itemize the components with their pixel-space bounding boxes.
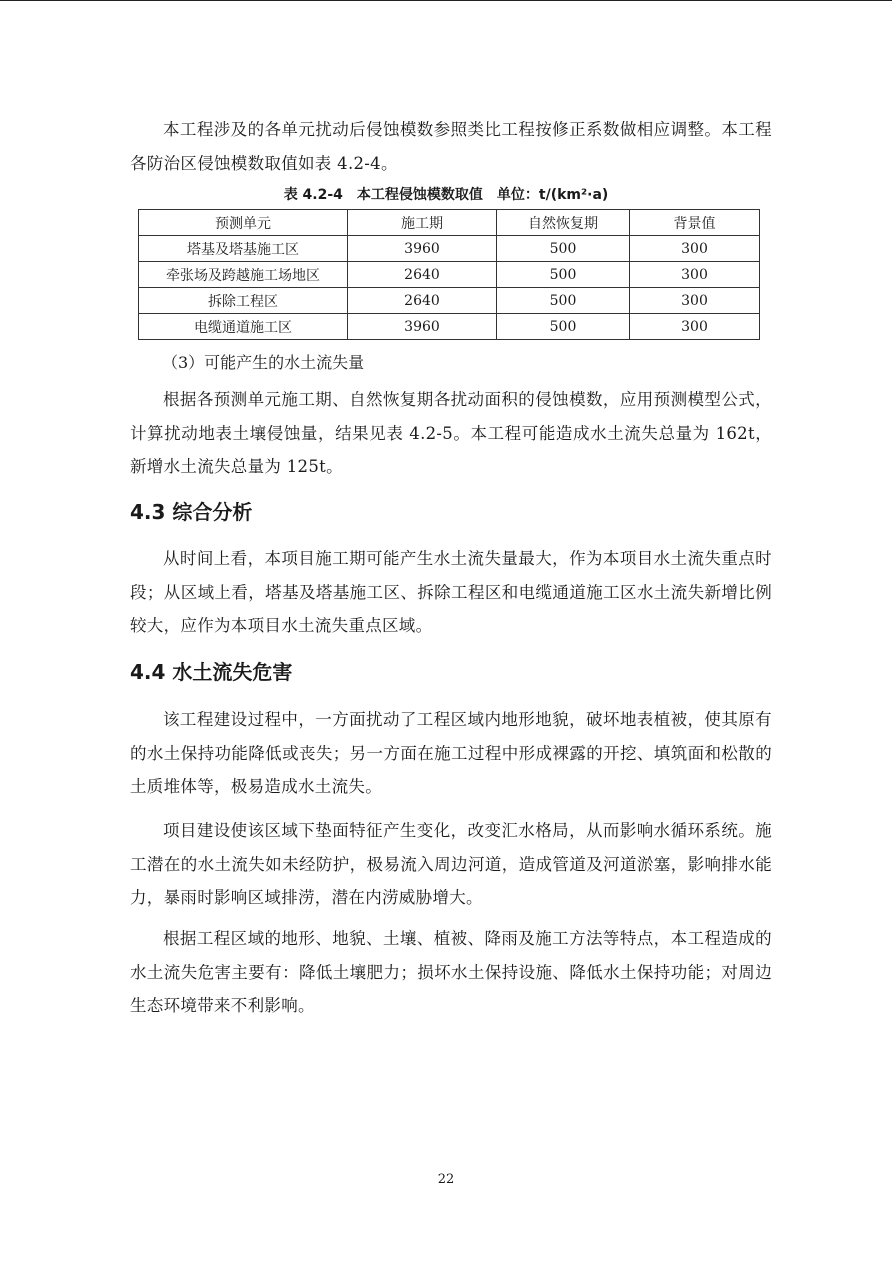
section-4-4-paragraph-1: 该工程建设过程中，一方面扰动了工程区域内地形地貌，破坏地表植被，使其原有的水土保持功能降低或丧失；另一方面在施工过程中形成裸露的开挖、填筑面和松散的土质堆体等，极易造成水土流失。	[130, 710, 772, 796]
cell-construction: 3960	[348, 314, 497, 340]
erosion-modulus-table	[138, 209, 760, 340]
cell-construction: 2640	[348, 288, 497, 314]
section-4-4-paragraph-3: 根据工程区域的地形、地貌、土壤、植被、降雨及施工方法等特点，本工程造成的水土流失危害主要有：降低土壤肥力；损坏水土保持设施、降低水土保持功能；对周边生态环境带来不利影响。	[130, 929, 772, 1015]
cell-recovery: 500	[497, 314, 630, 340]
cell-recovery: 500	[497, 236, 630, 262]
cell-unit: 拆除工程区	[139, 288, 348, 314]
top-border-line	[0, 0, 892, 1]
cell-unit: 电缆通道施工区	[139, 314, 348, 340]
section-4-3-paragraph: 从时间上看，本项目施工期可能产生水土流失量最大，作为本项目水土流失重点时段；从区域上看，塔基及塔基施工区、拆除工程区和电缆通道施工区水土流失新增比例较大，应作为本项目水土流失重点区域。	[130, 549, 772, 635]
cell-construction: 2640	[348, 262, 497, 288]
header-recovery: 自然恢复期	[497, 210, 630, 236]
page-number: 22	[437, 1172, 455, 1187]
loss-paragraph: 根据各预测单元施工期、自然恢复期各扰动面积的侵蚀模数，应用预测模型公式，计算扰动地表土壤侵蚀量，结果见表 4.2-5。本工程可能造成水土流失总量为 162t，新增水土流失总量为 125t。	[130, 390, 772, 476]
intro-paragraph: 本工程涉及的各单元扰动后侵蚀模数参照类比工程按修正系数做相应调整。本工程各防治区侵蚀模数取值如表 4.2-4。	[130, 120, 772, 173]
table-row	[139, 236, 760, 262]
cell-background: 300	[630, 236, 760, 262]
header-construction: 施工期	[348, 210, 497, 236]
header-unit: 预测单元	[139, 210, 348, 236]
cell-unit: 牵张场及跨越施工场地区	[139, 262, 348, 288]
cell-recovery: 500	[497, 288, 630, 314]
table-row	[139, 288, 760, 314]
cell-background: 300	[630, 314, 760, 340]
subheading-possible-loss: （3）可能产生的水土流失量	[162, 353, 365, 372]
header-background: 背景值	[630, 210, 760, 236]
table-header-row	[139, 210, 760, 236]
table-row	[139, 262, 760, 288]
cell-background: 300	[630, 262, 760, 288]
section-heading-4-4: 4.4 水土流失危害	[130, 660, 293, 684]
table-caption: 表 4.2-4 本工程侵蚀模数取值 单位：t/(km²·a)	[283, 187, 609, 203]
cell-recovery: 500	[497, 262, 630, 288]
section-heading-4-3: 4.3 综合分析	[130, 500, 253, 524]
cell-unit: 塔基及塔基施工区	[139, 236, 348, 262]
cell-construction: 3960	[348, 236, 497, 262]
section-4-4-paragraph-2: 项目建设使该区域下垫面特征产生变化，改变汇水格局，从而影响水循环系统。施工潜在的水土流失如未经防护，极易流入周边河道，造成管道及河道淤塞，影响排水能力，暴雨时影响区域排涝，潜在内涝威胁增大。	[130, 821, 772, 907]
cell-background: 300	[630, 288, 760, 314]
table-row	[139, 314, 760, 340]
